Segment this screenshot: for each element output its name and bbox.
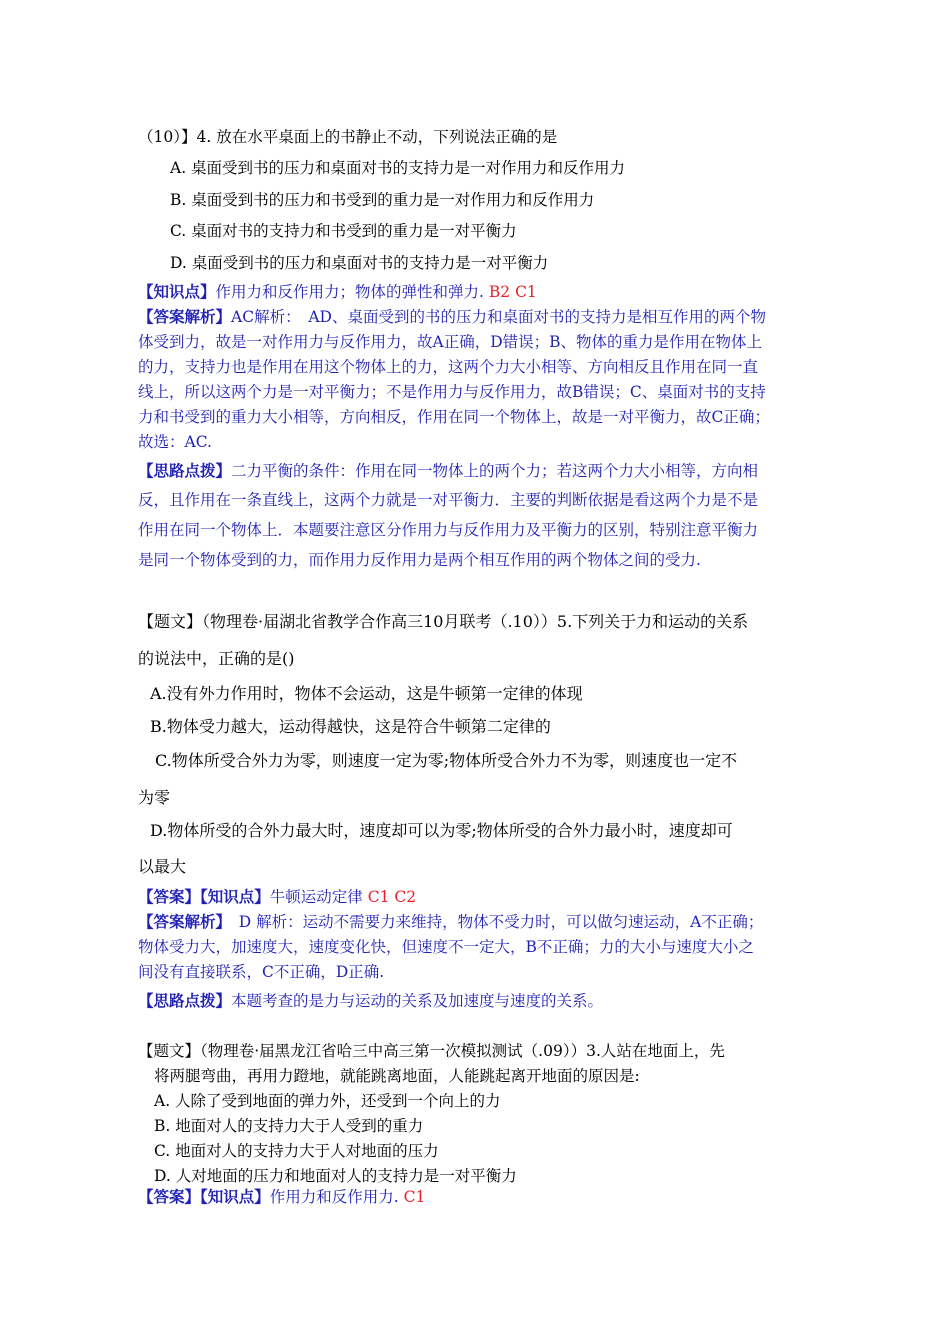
q5-stem-line-1: 【题文】（物理卷·届湖北省教学合作高三10月联考（.10））5.下列关于力和运动的关系 <box>138 612 749 631</box>
answer-tag: 【答案】 <box>138 1187 201 1206</box>
q4-option-a: A. 桌面受到书的压力和桌面对书的支持力是一对作用力和反作用力 <box>170 159 626 177</box>
q5-answer-knowledge <box>138 887 416 907</box>
q3-stem-line-2: 将两腿弯曲，再用力蹬地，就能跳离地面，人能跳起离开地面的原因是: <box>154 1067 640 1085</box>
hint-text: 本题考查的是力与运动的关系及加速度与速度的关系。 <box>231 992 604 1010</box>
q5-hint <box>138 991 603 1011</box>
q4-answer-line-3: 的力，支持力也是作用在用这个物体上的力，这两个力大小相等、方向相反且作用在同一直 <box>138 358 759 376</box>
q4-stem: （10）】4. 放在水平桌面上的书静止不动，下列说法正确的是 <box>138 128 558 146</box>
q3-option-d: D. 人对地面的压力和地面对人的支持力是一对平衡力 <box>154 1167 517 1185</box>
q5-explanation-line-1 <box>138 912 763 932</box>
q4-hint-line-3: 作用在同一个物体上．本题要注意区分作用力与反作用力及平衡力的区别，特别注意平衡力 <box>138 521 759 539</box>
q4-answer-line-1 <box>138 307 766 327</box>
q3-option-b: B. 地面对人的支持力大于人受到的重力 <box>154 1117 424 1135</box>
answer-text: AC解析： AD、桌面受到的书的压力和桌面对书的支持力是相互作用的两个物 <box>231 308 766 326</box>
hint-tag: 【思路点拨】 <box>138 991 232 1010</box>
q3-option-c: C. 地面对人的支持力大于人对地面的压力 <box>154 1142 439 1160</box>
kp-tag: 【知识点】 <box>138 282 216 301</box>
answer-tag: 【答案】 <box>138 887 201 906</box>
kp-text: 作用力和反作用力；物体的弹性和弹力. <box>215 283 484 301</box>
kp-tag: 【知识点】 <box>200 1187 270 1206</box>
q3-stem-line-1: 【题文】（物理卷·届黑龙江省哈三中高三第一次模拟测试（.09））3.人站在地面上，先 <box>138 1042 725 1060</box>
q5-stem-line-2: 的说法中，正确的是() <box>138 649 295 668</box>
q4-option-c: C. 桌面对书的支持力和书受到的重力是一对平衡力 <box>170 222 517 240</box>
kp-codes: C1 <box>403 1188 426 1206</box>
q4-answer-line-5: 力和书受到的重力大小相等，方向相反，作用在同一个物体上，故是一对平衡力，故C正确； <box>138 408 770 426</box>
q4-option-d: D. 桌面受到书的压力和桌面对书的支持力是一对平衡力 <box>170 254 549 272</box>
kp-codes: C1 C2 <box>367 888 417 906</box>
q4-answer-line-4: 线上，所以这两个力是一对平衡力；不是作用力与反作用力，故B错误；C、桌面对书的支持 <box>138 383 766 401</box>
q4-answer-line-2: 体受到力，故是一对作用力与反作用力，故A正确，D错误；B、物体的重力是作用在物体上 <box>138 333 763 351</box>
q4-hint-line-2: 反，且作用在一条直线上，这两个力就是一对平衡力．主要的判断依据是看这两个力是不是 <box>138 491 759 509</box>
q4-option-b: B. 桌面受到书的压力和书受到的重力是一对作用力和反作用力 <box>170 191 595 209</box>
q4-answer-line-6: 故选：AC. <box>138 433 212 451</box>
hint-text: 二力平衡的条件：作用在同一物体上的两个力；若这两个力大小相等，方向相 <box>231 462 759 480</box>
hint-tag: 【思路点拨】 <box>138 461 232 480</box>
kp-tag: 【知识点】 <box>200 887 270 906</box>
kp-text: 作用力和反作用力. <box>269 1188 399 1206</box>
q4-knowledge-point <box>138 282 537 302</box>
q4-hint-line-4: 是同一个物体受到的力，而作用力反作用力是两个相互作用的两个物体之间的受力. <box>138 551 701 569</box>
q5-option-d-line-1: D.物体所受的合外力最大时，速度却可以为零;物体所受的合外力最小时，速度却可 <box>150 821 733 840</box>
q5-option-c-line-1: C.物体所受合外力为零，则速度一定为零;物体所受合外力不为零，则速度也一定不 <box>155 751 738 770</box>
q3-answer-knowledge <box>138 1187 425 1207</box>
q5-explanation-line-2: 物体受力大，加速度大，速度变化快，但速度不一定大，B不正确；力的大小与速度大小之 <box>138 938 754 956</box>
explanation-text: D 解析：运动不需要力来维持，物体不受力时，可以做匀速运动，A不正确； <box>223 913 764 931</box>
q5-option-b: B.物体受力越大，运动得越快，这是符合牛顿第二定律的 <box>150 717 551 736</box>
kp-codes: B2 C1 <box>488 283 537 301</box>
q4-hint-line-1 <box>138 461 758 481</box>
q5-explanation-line-3: 间没有直接联系，C不正确，D正确. <box>138 963 385 981</box>
q5-option-a: A.没有外力作用时，物体不会运动，这是牛顿第一定律的体现 <box>150 684 583 703</box>
q3-option-a: A. 人除了受到地面的弹力外，还受到一个向上的力 <box>154 1092 501 1110</box>
kp-text: 牛顿运动定律 <box>269 888 363 906</box>
q5-option-d-line-2: 以最大 <box>138 857 187 876</box>
answer-tag: 【答案解析】 <box>138 307 232 326</box>
explanation-tag: 【答案解析】 <box>138 912 224 931</box>
q5-option-c-line-2: 为零 <box>138 788 171 807</box>
